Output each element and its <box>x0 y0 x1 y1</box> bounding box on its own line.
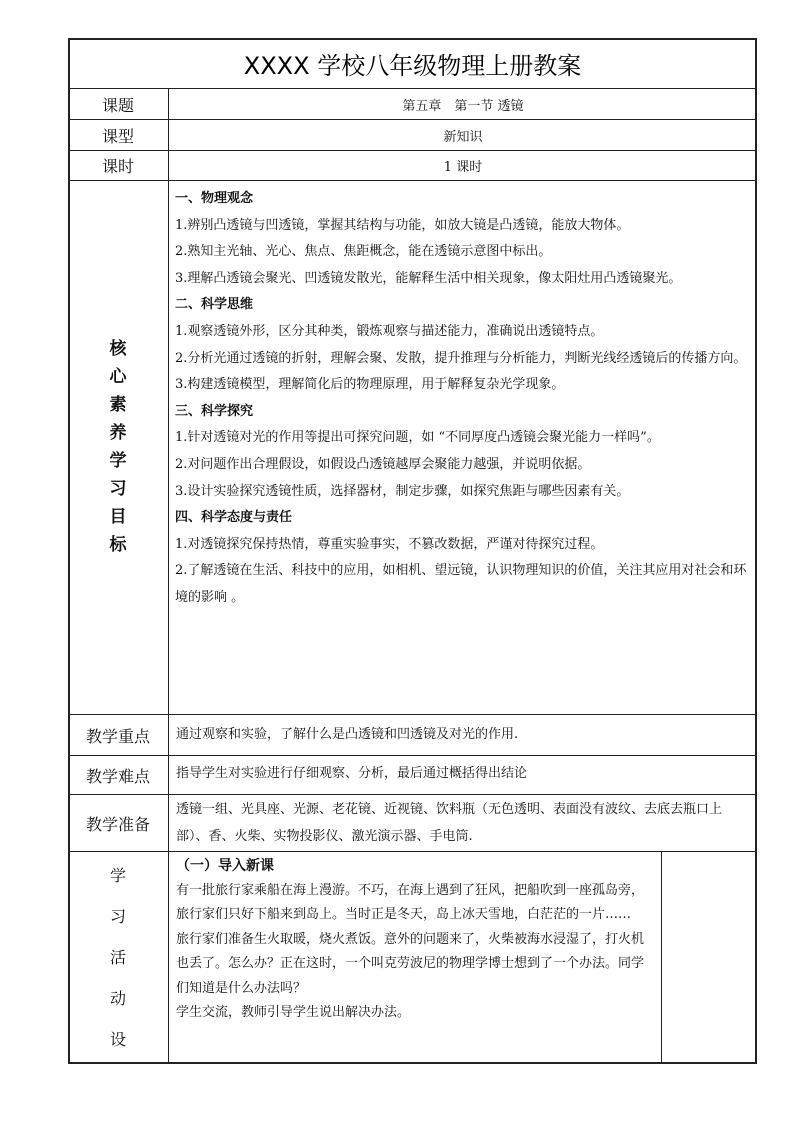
key-point-value: 通过观察和实验，了解什么是凸透镜和凹透镜及对光的作用. <box>176 727 519 742</box>
core-label-char: 核 <box>109 339 127 359</box>
core-label-char: 学 <box>109 451 127 471</box>
section-heading: 三、科学探究 <box>175 403 254 419</box>
row-divider <box>68 714 757 715</box>
goal-item: 1.辨别凸透镜与凹透镜，掌握其结构与功能，如放大镜是凸透镜，能放大物体。 <box>175 217 630 233</box>
section-heading: 一、物理观念 <box>175 191 254 206</box>
activity-subheading: （一）导入新课 <box>176 858 274 874</box>
activities-label <box>68 851 168 1064</box>
row-divider <box>68 755 757 756</box>
document-title: XXXX 学校八年级物理上册教案 <box>243 51 582 80</box>
hours-value: 1 课时 <box>443 160 483 175</box>
core-label-char: 养 <box>109 423 127 443</box>
core-goals-label <box>68 180 168 714</box>
goal-item: 3.理解凸透镜会聚光、凹透镜发散光，能解释生活中相关现象，像太阳灶用凸透镜聚光。 <box>175 270 682 286</box>
difficulty-value: 指导学生对实验进行仔细观察、分析，最后通过概括得出结论 <box>176 766 528 781</box>
activity-label-char: 学 <box>109 866 126 885</box>
row-divider <box>68 794 757 795</box>
topic-value: 第五章 第一节 透镜 <box>402 98 524 114</box>
activity-label-char: 设 <box>109 1030 126 1049</box>
activity-label-char: 动 <box>109 989 126 1008</box>
goal-item: 1.对透镜探究保持热情，尊重实验事实，不篡改数据，严谨对待探究过程。 <box>175 536 604 552</box>
type-label: 课型 <box>101 126 134 146</box>
core-label-char: 目 <box>109 507 127 527</box>
preparation-value: 透镜一组、光具座、光源、老花镜、近视镜、饮料瓶（无色透明、表面没有波纹、去底去瓶口上部）、香、火柴、实物投影仪、激光演示器、手电筒. <box>176 802 723 844</box>
goal-item: 2.分析光通过透镜的折射，理解会聚、发散，提升推理与分析能力，判断光线经透镜后的传播方向。 <box>175 350 747 366</box>
activities-content <box>176 854 656 1026</box>
core-label-char: 心 <box>109 367 127 387</box>
section-heading: 二、科学思维 <box>175 297 254 313</box>
goal-item: 3.构建透镜模型，理解简化后的物理原理，用于解释复杂光学现象。 <box>175 377 565 393</box>
column-divider <box>661 851 662 1064</box>
row-divider <box>68 851 757 852</box>
goal-item: 3.设计实验探究透镜性质，选择器材，制定步骤，如探究焦距与哪些因素有关。 <box>175 483 630 499</box>
activity-paragraph: 学生交流，教师引导学生说出解决办法。 <box>176 1005 411 1020</box>
core-label-char: 素 <box>109 395 127 415</box>
core-label-char: 标 <box>109 535 127 555</box>
goal-item: 2.熟知主光轴、光心、焦点、焦距概念，能在透镜示意图中标出。 <box>175 244 552 260</box>
difficulty-label: 教学难点 <box>85 766 150 786</box>
section-heading: 四、科学态度与责任 <box>175 510 293 526</box>
type-value: 新知识 <box>443 129 483 145</box>
activity-label-char: 活 <box>109 948 126 967</box>
activity-label-char: 习 <box>109 907 126 926</box>
preparation-label: 教学准备 <box>85 814 150 834</box>
activity-paragraph: 旅行家们准备生火取暖，烧火煮饭。意外的问题来了，火柴被海水浸湿了，打火机也丢了。怎么办？正在这时，一个叫克劳波尼的物理学博士想到了一个办法。同学们知道是什么办法吗？ <box>176 931 645 996</box>
goal-item: 1.针对透镜对光的作用等提出可探究问题，如 “不同厚度凸透镜会聚光能力一样吗”。 <box>175 430 660 446</box>
key-point-label: 教学重点 <box>85 726 150 746</box>
goal-item: 2.了解透镜在生活、科技中的应用，如相机、望远镜，认识物理知识的价值，关注其应用对社会和环境的影响 。 <box>175 563 747 605</box>
goal-item: 2.对问题作出合理假设，如假设凸透镜越厚会聚能力越强，并说明依据。 <box>175 456 591 472</box>
row-divider <box>68 180 757 181</box>
hours-label: 课时 <box>101 157 134 176</box>
topic-label: 课题 <box>101 95 134 115</box>
core-label-char: 习 <box>109 479 127 499</box>
column-divider <box>168 88 169 1064</box>
core-goals-content <box>175 186 750 612</box>
goal-item: 1.观察透镜外形，区分其种类，锻炼观察与描述能力，准确说出透镜特点。 <box>175 323 604 339</box>
activity-paragraph: 有一批旅行家乘船在海上漫游。不巧，在海上遇到了狂风，把船吹到一座孤岛旁，旅行家们只好下船来到岛上。当时正是冬天，岛上冰天雪地，白茫茫的一片…… <box>176 882 645 922</box>
lesson-plan-page <box>68 38 757 1064</box>
